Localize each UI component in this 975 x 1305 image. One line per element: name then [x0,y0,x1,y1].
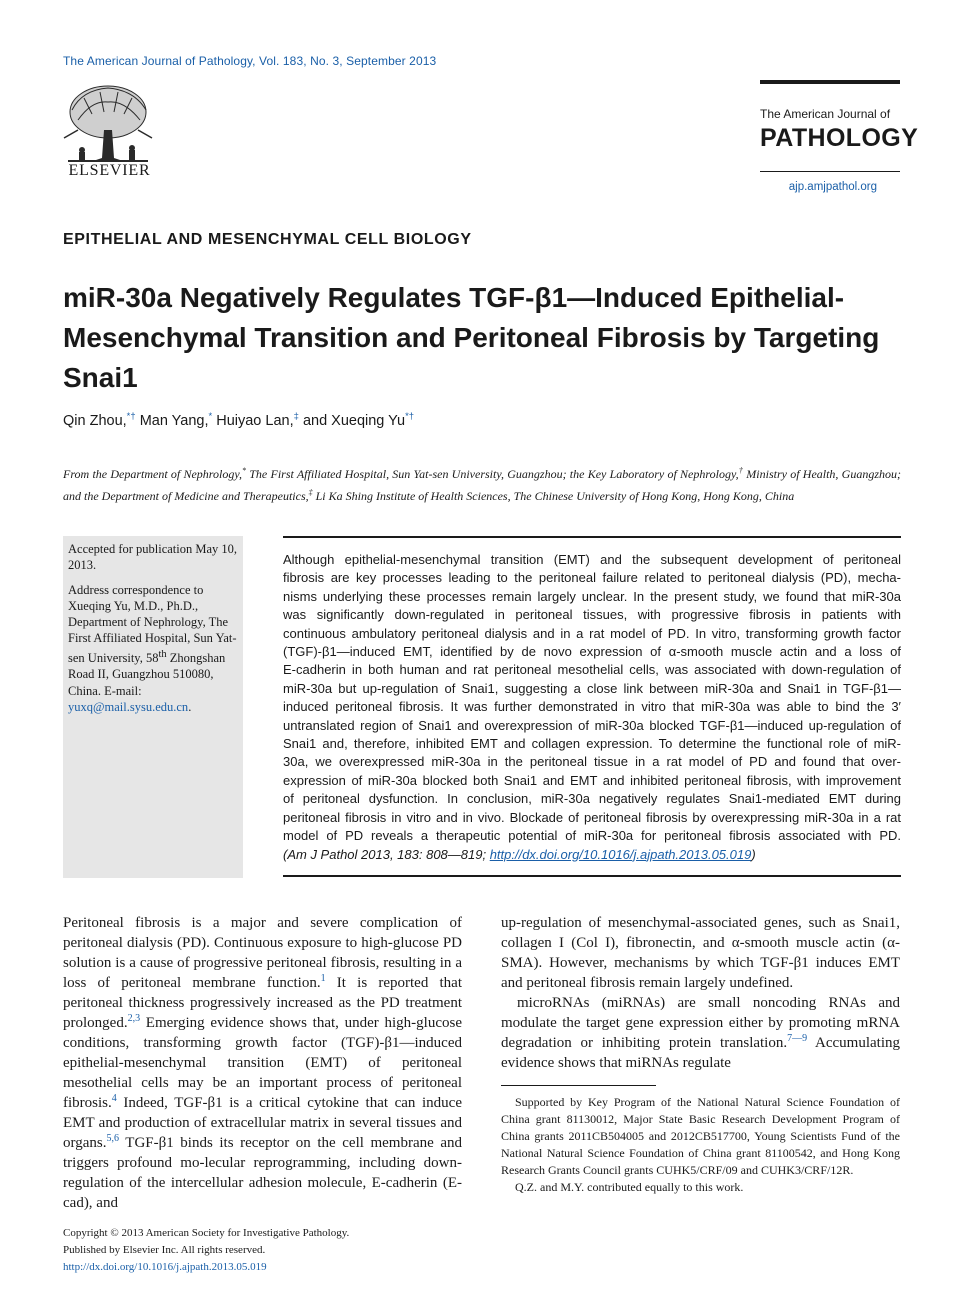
reference-link[interactable]: 1 [320,973,326,984]
correspondence [68,582,238,716]
brand-title: PATHOLOGY [760,124,919,152]
abstract-line: fibrosis are key processes leading to the peritoneal failure related to peritoneal dialysis (PD), mecha- [283,570,901,586]
publisher-line: Published by Elsevier Inc. All rights reserved. [63,1244,266,1256]
section-heading: EPITHELIAL AND MESENCHYMAL CELL BIOLOGY [63,231,472,248]
abstract-citation [283,846,901,864]
reference-link[interactable]: 4 [111,1093,117,1104]
accepted-date: Accepted for publication May 10, 2013. [68,542,238,573]
citation-text: ) [751,846,756,862]
body-column-left [63,913,462,1213]
footnotes [501,1094,900,1196]
abstract-line: untranslated region of Snai1 and overexpression of miR-30a blocked TGF-β1—induced up-regulation of [283,717,901,733]
author-affil-mark[interactable]: *† [405,411,415,422]
funding-note: Supported by Key Program of the National Natural Science Foundation of China grant 81130012, Major State Basic Research Development Program of China grants 2011CB504005 and 2012CB517700, Young Scientists Fund of the National Natural Science Foundation of China grant 81100542, and Hong Kong Research Grants Council grants CUHK5/CRF/09 and CUHK3/CRF/12R. [501,1095,900,1177]
doi-footer-link[interactable]: http://dx.doi.org/10.1016/j.ajpath.2013.05.019 [63,1261,267,1273]
abstract-line: expression of miR-30a blocked both Snai1 and EMT and inhibited peritoneal fibrosis, with improvement [283,772,901,788]
author-name: Huiyao Lan, [216,412,294,429]
affil-text: Ministry of Health, Guangzhou; and the Department of Medicine and Therapeutics, [63,467,901,503]
author-affil-mark[interactable]: *† [126,411,136,422]
corr-text: Address correspondence to Xueqing Yu, M.D., Ph.D., Department of Nephrology, The First Affiliated Hospital, Sun Yat-sen University, 58 [68,582,237,665]
corr-sup: th [158,648,167,660]
abstract-line: of peritoneal dysfunction. In conclusion, miR-30a negatively regulates Snai1-mediated EMT during [283,791,901,807]
abstract-line: induced peritoneal fibrosis. It was further demonstrated in vitro that miR-30a was able to bind the 3′ [283,699,901,715]
elsevier-wordmark: ELSEVIER [68,162,151,179]
abstract-line: continuous ambulatory peritoneal dialysis and in a rat model of PD. In vitro, transforming growth factor [283,625,901,641]
body-text: Accumulating evidence shows that miRNAs regulate [501,1035,900,1071]
author-name: Man Yang, [139,412,209,429]
abstract-line: was significantly down-regulated in peritoneal tissues, with progressive fibrosis in patients with [283,607,901,623]
journal-reference[interactable]: The American Journal of Pathology, Vol. 183, No. 3, September 2013 [63,54,437,68]
reference-link[interactable]: 2,3 [127,1013,141,1024]
affil-text: The First Affiliated Hospital, Sun Yat-sen University, Guangzhou; the Key Laboratory of Nephrology, [246,467,739,481]
abstract-line: miR-30a but up-regulation of Snai1, suggesting a close link between miR-30a and Snai1 in TGF-β1— [283,680,901,696]
body-text: It is reported that peritoneal thickness progressively increased as the PD treatment prolonged. [63,975,462,1031]
abstract-line: Although epithelial-mesenchymal transition (EMT) and the subsequent development of peritoneal [283,552,901,567]
reference-link[interactable]: 7—9 [787,1033,808,1044]
affil-mark: † [738,466,744,475]
email-link[interactable]: yuxq@mail.sysu.edu.cn [68,699,189,714]
copyright-block [63,1225,349,1276]
abstract-rule-top [283,536,901,538]
citation-text: (Am J Pathol 2013, 183: 808—819; [283,846,490,862]
abstract-line: nisms underlying these processes remain largely unclear. In the present study, we found that miR-30a [283,588,901,604]
body-text: TGF-β1 binds its receptor on the cell membrane and triggers profound mo-lecular reprogramming, including down-regulation of the intercellular adhesion molecule, E-cadherin (E-cad), and [63,1135,462,1211]
author-affil-mark[interactable]: ‡ [293,411,299,422]
abstract-line: model of PD reveals a therapeutic potential of miR-30a for peritoneal fibrosis associated with PD. [283,828,901,844]
abstract-line: Snai1 and, therefore, inhibited EMT and collagen expression. To determine the functional role of miR- [283,736,901,752]
body-text: microRNAs (miRNAs) are small noncoding RNAs and modulate the target gene expression either by promoting mRNA degradation or inhibiting protein translation. [501,995,900,1051]
brand-subtitle: The American Journal of [760,107,891,121]
abstract-rule-bottom [283,875,901,877]
journal-url-link[interactable]: ajp.amjpathol.org [788,181,877,193]
equal-contribution-note: Q.Z. and M.Y. contributed equally to this work. [515,1180,744,1194]
author-name: Qin Zhou, [63,412,127,429]
affil-mark: ‡ [308,487,313,497]
footnote-rule [501,1085,656,1086]
author-name: and Xueqing Yu [302,412,406,429]
reference-link[interactable]: 5,6 [106,1133,119,1144]
affil-text: Li Ka Shing Institute of Health Sciences, The Chinese University of Hong Kong, Hong Kong, China [312,488,795,503]
body-text: Indeed, TGF-β1 is a critical cytokine that can induce EMT and production of extracellular matrix in several tissues and organs. [63,1095,462,1151]
affil-mark: * [242,466,247,475]
article-title: miR-30a Negatively Regulates TGF-β1—Induced Epithelial-Mesenchymal Transition and Peritoneal Fibrosis by Targeting Snai1 [63,282,880,393]
article-info-sidebar [63,536,243,878]
abstract-line: peritoneal fibrosis in vitro and in vivo. Blockade of peritoneal fibrosis by overexpressing miR-30a in a rat [283,809,901,825]
body-paragraph [501,993,900,1073]
doi-link[interactable]: http://dx.doi.org/10.1016/j.ajpath.2013.05.019 [489,846,752,862]
author-list [63,411,414,429]
body-text: Peritoneal fibrosis is a major and severe complication of peritoneal dialysis (PD). Continuous exposure to high-glucose PD solution is a cause of progressive peritoneal fibrosis, resulting in a loss of peritoneal membrane function. [63,915,462,991]
body-text: Emerging evidence shows that, under high-glucose conditions, transforming growth factor (TGF)-β1—induced epithelial-mesenchymal transition (EMT) of peritoneal mesothelial cells may be an important process of peritoneal fibrosis. [63,1015,462,1111]
body-paragraph: up-regulation of mesenchymal-associated genes, such as Snai1, collagen I (Col I), fibronectin, and α-smooth muscle actin (α-SMA). However, mechanisms by which TGF-β1 induces EMT and peritoneal fibrosis remain largely undefined. [501,915,900,991]
copyright-line: Copyright © 2013 American Society for Investigative Pathology. [63,1227,350,1239]
brand-rule [760,80,900,84]
brand-divider [760,171,900,172]
abstract-line: (TGF)-β1—induced EMT, identified by de novo expression of α-smooth muscle actin and a loss of [283,644,901,660]
abstract-line: E-cadherin in both human and rat peritoneal mesothelial cells, was associated with down-regulation of [283,662,901,678]
author-affil-mark[interactable]: * [208,411,213,422]
corr-end: . [188,699,192,714]
abstract-line: 30a, we overexpressed miR-30a in the peritoneal tissue in a rat model of PD and found that over- [283,754,901,770]
corr-text: Zhongshan Road II, Guangzhou 510080, China. E-mail: [68,650,226,698]
body-column-right [501,913,900,1073]
abstract [283,551,901,864]
affil-text: From the Department of Nephrology, [63,467,243,481]
affiliations [63,462,901,505]
